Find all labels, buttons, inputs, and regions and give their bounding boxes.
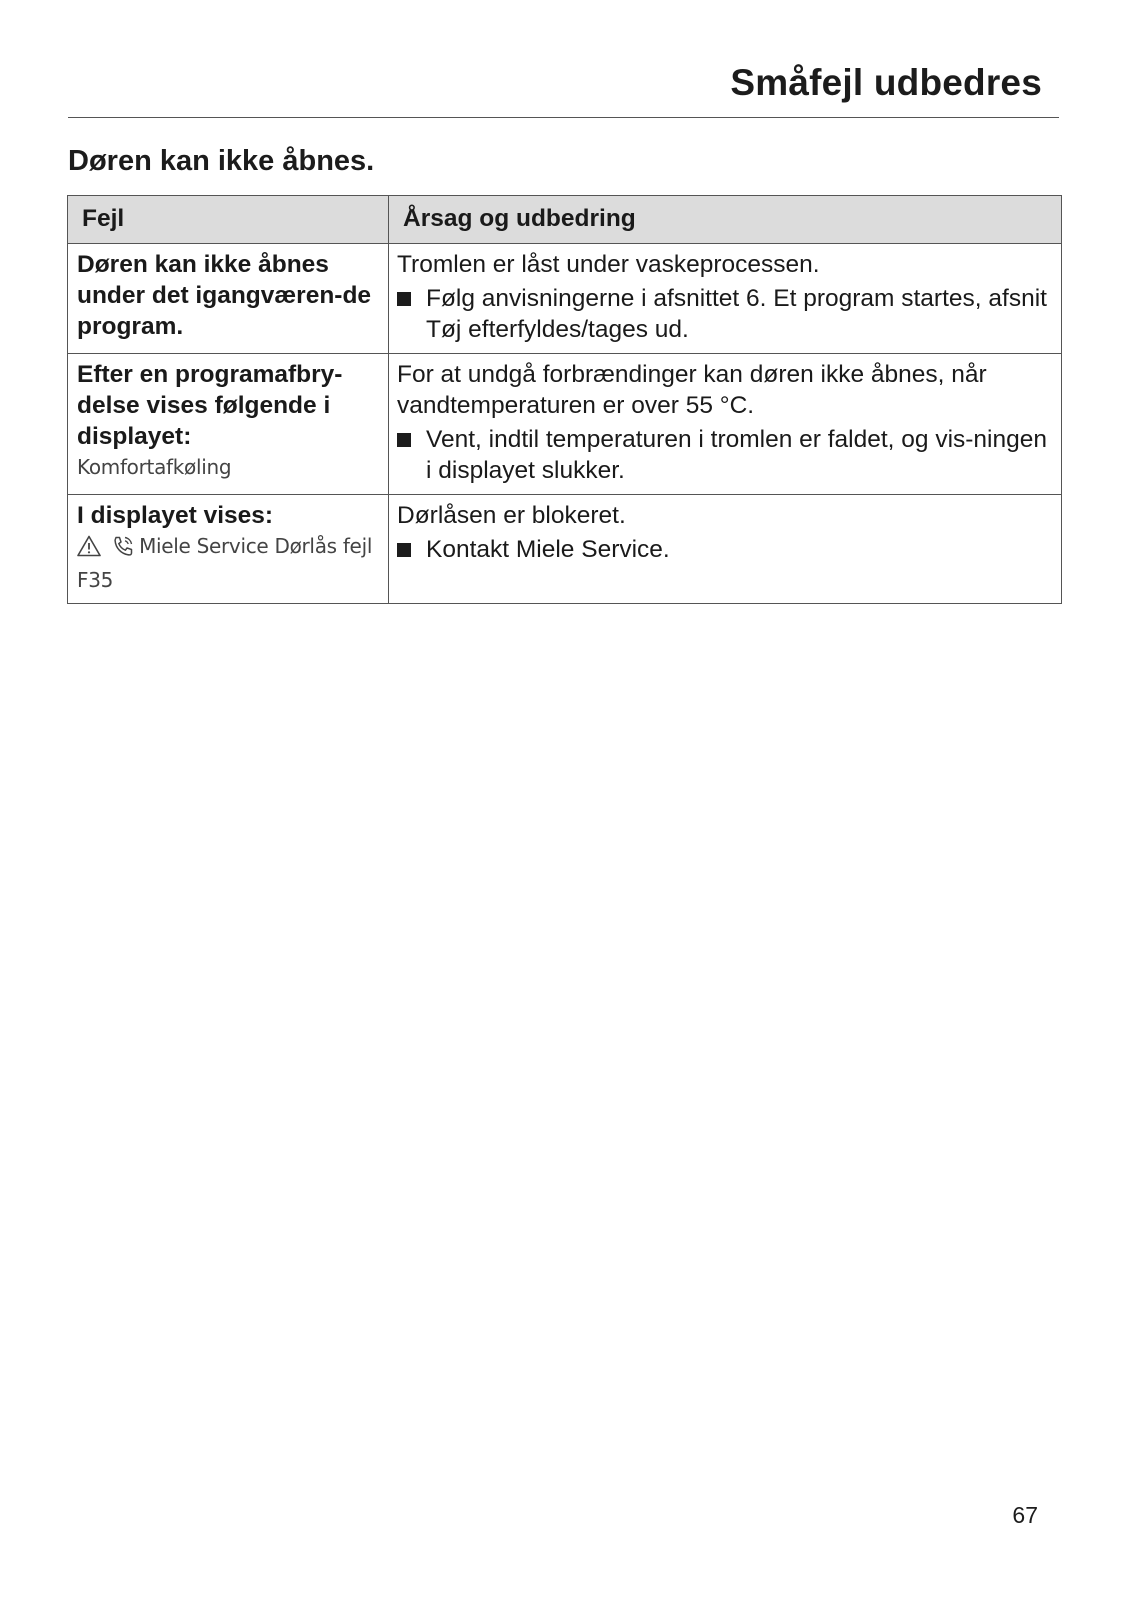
action-item (397, 283, 1051, 345)
column-header-fault: Fejl (68, 196, 389, 244)
header-divider (68, 117, 1059, 118)
fault-text: Døren kan ikke åbnes under det igangværen-de program. (77, 251, 372, 340)
fault-text: I displayet vises: (77, 502, 274, 529)
cause-text: Dørlåsen er blokeret. (397, 502, 626, 529)
fault-cell (68, 495, 389, 604)
column-header-cause: Årsag og udbedring (389, 196, 1062, 244)
troubleshooting-table (67, 195, 1062, 604)
square-bullet-icon (397, 543, 411, 557)
action-text: Kontakt Miele Service. (426, 536, 670, 563)
square-bullet-icon (397, 292, 411, 306)
square-bullet-icon (397, 433, 411, 447)
warning-icon (77, 535, 101, 565)
header-title: Småfejl udbedres (730, 62, 1042, 103)
cause-cell (389, 495, 1062, 604)
display-message-line (77, 531, 378, 595)
table-row (68, 354, 1062, 495)
cause-text: For at undgå forbrændinger kan døren ikke åbnes, når vandtemperaturen er over 55 °C. (397, 361, 987, 419)
action-item (397, 534, 1051, 565)
page-number: 67 (1012, 1502, 1038, 1528)
action-text: Vent, indtil temperaturen i tromlen er faldet, og vis-ningen i displayet slukker. (426, 426, 1048, 484)
cause-cell (389, 244, 1062, 354)
cause-cell (389, 354, 1062, 495)
display-message: Miele Service Dørlås fejl F35 (77, 534, 373, 592)
table-row (68, 495, 1062, 604)
table-header-row (68, 196, 1062, 244)
section-title: Døren kan ikke åbnes. (68, 145, 375, 177)
action-text: Følg anvisningerne i afsnittet 6. Et program startes, afsnit Tøj efterfyldes/tages ud. (426, 285, 1047, 343)
phone-icon (111, 535, 135, 565)
fault-cell (68, 354, 389, 495)
cause-text: Tromlen er låst under vaskeprocessen. (397, 251, 820, 278)
display-message: Komfortafkøling (77, 455, 232, 479)
action-item (397, 424, 1051, 486)
fault-text: Efter en programafbry-delse vises følgende i displayet: (77, 361, 343, 450)
fault-cell (68, 244, 389, 354)
table-row (68, 244, 1062, 354)
